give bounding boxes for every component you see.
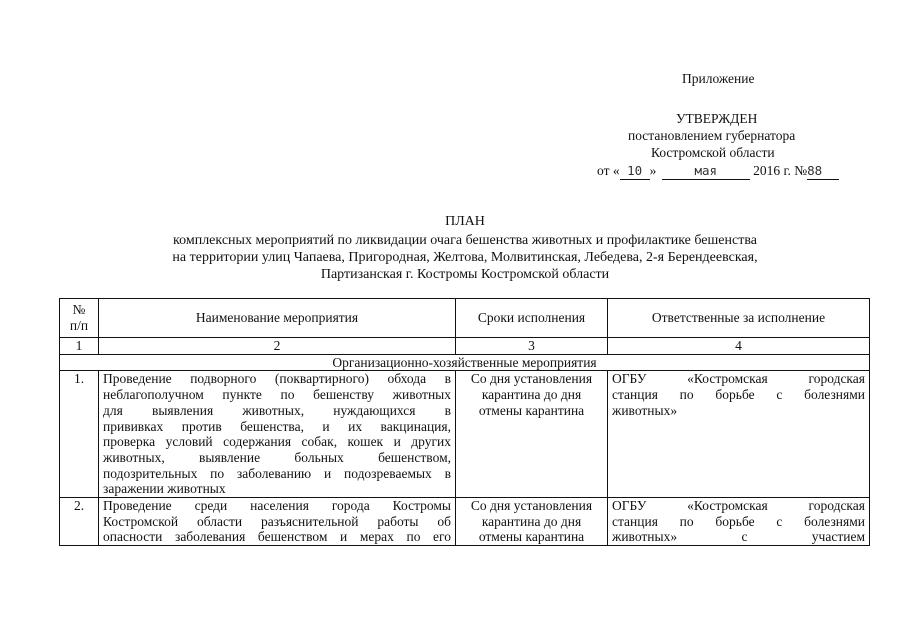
col-number: 3: [456, 338, 608, 355]
date-year: 2016 г. №: [753, 163, 808, 178]
row-resp: ОГБУ «Костромская городская станция по борьбе с болезнями животных» с участием: [608, 498, 870, 546]
appendix-label: Приложение: [682, 71, 755, 86]
section-title: Организационно-хозяйственные мероприятия: [60, 354, 870, 371]
date-mid: »: [649, 163, 657, 178]
plan-subtitle-line-1: комплексных мероприятий по ликвидации очага бешенства животных и профилактике бешенства: [173, 233, 757, 248]
approved-label: УТВЕРЖДЕН: [676, 111, 758, 126]
decree-date-line: [597, 163, 839, 180]
plan-subtitle-line-2: на территории улиц Чапаева, Пригородная, Желтова, Молвитинская, Лебедева, 2-я Берендеевская,: [172, 250, 758, 265]
row-num: 1.: [60, 371, 99, 498]
decree-label: постановлением губернатора: [628, 128, 796, 143]
row-num: 2.: [60, 498, 99, 546]
header-resp: Ответственные за исполнение: [608, 299, 870, 338]
row-term: Со дня установления карантина до дня отмены карантина: [456, 498, 608, 546]
table-row: [60, 498, 870, 546]
plan-heading: ПЛАН: [445, 214, 485, 229]
row-term: Со дня установления карантина до дня отмены карантина: [456, 371, 608, 498]
date-prefix: от «: [597, 163, 620, 178]
plan-table: [59, 298, 870, 546]
date-month: мая: [662, 163, 750, 180]
header-num: № п/п: [60, 299, 99, 338]
row-name: Проведение среди населения города Костромы Костромской области разъяснительной работы об опасности заболевания бешенством и мерах по его: [99, 498, 456, 546]
section-row: [60, 354, 870, 371]
decree-number: 88: [807, 163, 839, 180]
col-number: 1: [60, 338, 99, 355]
header-name: Наименование мероприятия: [99, 299, 456, 338]
row-resp: ОГБУ «Костромская городская станция по борьбе с болезнями животных»: [608, 371, 870, 498]
header-term: Сроки исполнения: [456, 299, 608, 338]
row-name: Проведение подворного (поквартирного) обхода в неблагополучном пункте по бешенству животных для выявления животных, нуждающихся в прививках против бешенства, и их вакцинация, проверка условий содержания собак, кошек и других животных, выявление больных бешенством, подозрительных по заболеванию и подозреваемых в заражении животных: [99, 371, 456, 498]
column-number-row: [60, 338, 870, 355]
col-number: 4: [608, 338, 870, 355]
plan-subtitle-line-3: Партизанская г. Костромы Костромской области: [320, 267, 610, 282]
col-number: 2: [99, 338, 456, 355]
date-day: 10: [620, 163, 650, 180]
region-label: Костромской области: [651, 145, 775, 160]
table-row: [60, 371, 870, 498]
table-header-row: [60, 299, 870, 338]
